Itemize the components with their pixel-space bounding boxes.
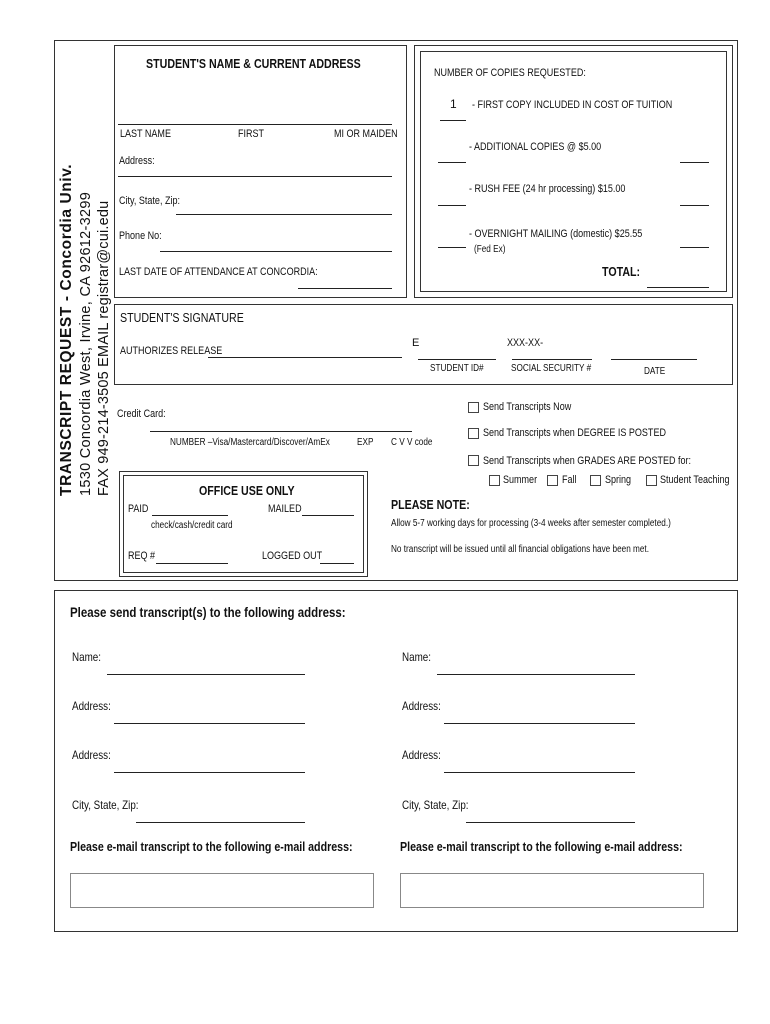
- card-number-label: NUMBER –Visa/Mastercard/Discover/AmEx: [170, 437, 330, 448]
- first-copy-count: 1: [450, 97, 457, 111]
- mi-label: MI OR MAIDEN: [334, 128, 398, 140]
- summer-label: Summer: [503, 474, 538, 486]
- first-copy-label: - FIRST COPY INCLUDED IN COST OF TUITION: [472, 99, 673, 111]
- form-title: TRANSCRIPT REQUEST - Concordia Univ.: [58, 163, 75, 496]
- send-title: Please send transcript(s) to the following address:: [70, 604, 346, 620]
- credit-card-label: Credit Card:: [117, 408, 166, 420]
- first-name-label: FIRST: [238, 128, 265, 140]
- fall-label: Fall: [562, 474, 577, 486]
- phone-field[interactable]: [160, 251, 392, 252]
- name-line[interactable]: [118, 124, 392, 125]
- student-teaching-checkbox[interactable]: [646, 475, 657, 486]
- note-title: PLEASE NOTE:: [391, 497, 470, 512]
- date-field[interactable]: [611, 359, 697, 360]
- additional-copies-field[interactable]: [438, 162, 466, 163]
- paid-label: PAID: [128, 503, 149, 515]
- address-label: Address:: [119, 155, 155, 167]
- student-id-field[interactable]: [418, 359, 496, 360]
- note-line-1: Allow 5-7 working days for processing (3-4 weeks after semester completed.): [391, 518, 671, 529]
- right-email-input[interactable]: [400, 873, 704, 908]
- spring-checkbox[interactable]: [590, 475, 601, 486]
- rush-label: - RUSH FEE (24 hr processing) $15.00: [469, 183, 626, 195]
- check-label: check/cash/credit card: [151, 520, 233, 531]
- right-email-title: Please e-mail transcript to the following e-mail address:: [400, 839, 683, 854]
- phone-label: Phone No:: [119, 230, 162, 242]
- left-name-field[interactable]: [107, 674, 305, 675]
- send-grades-label: Send Transcripts when GRADES ARE POSTED for:: [483, 455, 692, 467]
- office-title: OFFICE USE ONLY: [199, 483, 295, 498]
- right-city-field[interactable]: [466, 822, 635, 823]
- send-degree-checkbox[interactable]: [468, 428, 479, 439]
- paid-field[interactable]: [152, 515, 228, 516]
- student-address-box: [114, 45, 407, 298]
- university-address: 1530 Concordia West, Irvine, CA 92612-3299: [78, 191, 94, 496]
- right-name-label: Name:: [402, 650, 431, 664]
- last-attendance-field[interactable]: [298, 288, 392, 289]
- ssn-prefix: XXX-XX-: [507, 337, 544, 349]
- ssn-field[interactable]: [512, 359, 592, 360]
- mailed-label: MAILED: [268, 503, 302, 515]
- left-email-title: Please e-mail transcript to the following e-mail address:: [70, 839, 353, 854]
- total-label: TOTAL:: [602, 264, 641, 279]
- rush-field[interactable]: [438, 205, 466, 206]
- send-now-label: Send Transcripts Now: [483, 401, 572, 413]
- send-now-checkbox[interactable]: [468, 402, 479, 413]
- fall-checkbox[interactable]: [547, 475, 558, 486]
- mailed-field[interactable]: [302, 515, 354, 516]
- date-label: DATE: [644, 366, 666, 377]
- logged-field[interactable]: [320, 563, 354, 564]
- credit-card-field[interactable]: [150, 431, 412, 432]
- fedex-label: (Fed Ex): [474, 244, 506, 255]
- right-name-field[interactable]: [437, 674, 635, 675]
- copies-inner-box: [420, 51, 727, 292]
- note-line-2: No transcript will be issued until all financial obligations have been met.: [391, 544, 649, 555]
- city-field[interactable]: [176, 214, 392, 215]
- student-id-prefix: E: [412, 337, 420, 349]
- left-address-label-1: Address:: [72, 699, 111, 713]
- copies-title: NUMBER OF COPIES REQUESTED:: [434, 67, 586, 79]
- req-field[interactable]: [156, 563, 228, 564]
- last-attendance-label: LAST DATE OF ATTENDANCE AT CONCORDIA:: [119, 266, 318, 278]
- total-field[interactable]: [647, 287, 709, 288]
- city-label: City, State, Zip:: [119, 195, 180, 207]
- ssn-label: SOCIAL SECURITY #: [511, 363, 592, 374]
- summer-checkbox[interactable]: [489, 475, 500, 486]
- signature-title: STUDENT'S SIGNATURE: [120, 310, 244, 325]
- req-label: REQ #: [128, 550, 156, 562]
- left-address-field-1[interactable]: [114, 723, 305, 724]
- right-address-label-2: Address:: [402, 748, 441, 762]
- left-name-label: Name:: [72, 650, 101, 664]
- cvv-label: C V V code: [391, 437, 433, 448]
- overnight-field[interactable]: [438, 247, 466, 248]
- spring-label: Spring: [605, 474, 632, 486]
- additional-copies-amount[interactable]: [680, 162, 709, 163]
- signature-field[interactable]: [208, 357, 402, 358]
- send-grades-checkbox[interactable]: [468, 455, 479, 466]
- right-address-field-2[interactable]: [444, 772, 635, 773]
- left-city-label: City, State, Zip:: [72, 798, 139, 812]
- student-section-title: STUDENT'S NAME & CURRENT ADDRESS: [146, 56, 361, 71]
- first-copy-field[interactable]: [440, 120, 466, 121]
- exp-label: EXP: [357, 437, 374, 448]
- contact-info: FAX 949-214-3505 EMAIL registrar@cui.edu: [96, 200, 112, 496]
- student-id-label: STUDENT ID#: [430, 363, 484, 374]
- right-address-field-1[interactable]: [444, 723, 635, 724]
- address-field[interactable]: [118, 176, 392, 177]
- right-address-label-1: Address:: [402, 699, 441, 713]
- additional-copies-label: - ADDITIONAL COPIES @ $5.00: [469, 141, 602, 153]
- left-address-field-2[interactable]: [114, 772, 305, 773]
- left-email-input[interactable]: [70, 873, 374, 908]
- left-city-field[interactable]: [136, 822, 305, 823]
- left-address-label-2: Address:: [72, 748, 111, 762]
- student-teaching-label: Student Teaching: [660, 474, 730, 486]
- last-name-label: LAST NAME: [120, 128, 171, 140]
- overnight-amount[interactable]: [680, 247, 709, 248]
- right-city-label: City, State, Zip:: [402, 798, 469, 812]
- logged-label: LOGGED OUT: [262, 550, 323, 562]
- authorizes-label: AUTHORIZES RELEASE: [120, 345, 223, 357]
- rush-amount[interactable]: [680, 205, 709, 206]
- overnight-label: - OVERNIGHT MAILING (domestic) $25.55: [469, 228, 643, 240]
- send-degree-label: Send Transcripts when DEGREE IS POSTED: [483, 427, 666, 439]
